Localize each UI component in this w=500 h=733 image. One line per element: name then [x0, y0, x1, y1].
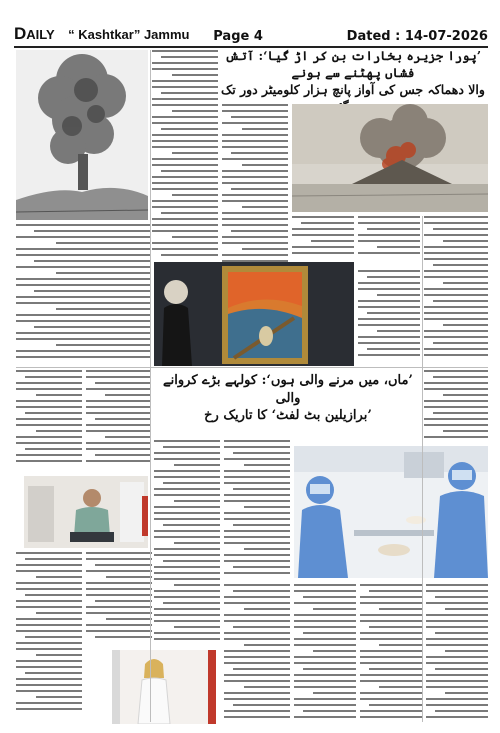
- text-col-right-edge: [424, 216, 488, 366]
- text-col-right-middle: [424, 370, 488, 450]
- lab-workers-photo: [294, 446, 488, 578]
- headline-brazilian-line2: ’برازیلین بٹ لفٹ‘ کا تاریک رخ: [204, 408, 372, 424]
- text-col-volcano-story: [222, 104, 288, 264]
- text-col-bottom-mid-b: [294, 584, 356, 724]
- woman-portrait-photo: [112, 650, 216, 724]
- section-divider: [16, 367, 488, 368]
- brand-initial: D: [14, 24, 27, 43]
- volcano-painting: [292, 104, 488, 212]
- text-col-brazilian-a: [154, 440, 220, 646]
- doctor-portrait-photo: [24, 476, 148, 548]
- text-col-upper-middle: [152, 50, 218, 262]
- paper-name: [14, 24, 189, 44]
- text-col-lower-left-a: [16, 370, 82, 470]
- column-divider: [422, 216, 423, 722]
- text-col-middle-left: [84, 224, 150, 364]
- headline-volcano-line2: والا دھماکہ جس کی آواز پانچ ہزار کلومیٹر دور تک: [221, 81, 485, 97]
- headline-volcano-line1: ’پورا جزیرہ بخارات بن کر اڑ گیا‘: آتش فشاں پھٹنے سے ہونے: [224, 48, 482, 80]
- text-col-brazilian-b: [224, 440, 290, 580]
- text-col-bottom-left-a: [16, 552, 82, 722]
- headline-brazilian: [154, 372, 422, 425]
- text-col-bottom-left-b: [86, 552, 152, 648]
- page-number: Page 4: [213, 29, 263, 44]
- text-col-bottom-right-a: [360, 584, 422, 724]
- issue-date: Dated : 14-07-2026: [346, 29, 488, 44]
- volcano-engraving: [16, 50, 148, 220]
- masthead: [14, 22, 488, 44]
- text-col-right-upper-a: [292, 216, 354, 264]
- scream-exhibit-photo: [154, 262, 354, 366]
- brand-rest: AILY: [26, 27, 55, 42]
- paper-title: “ Kashtkar” Jammu: [68, 27, 190, 42]
- text-col-bottom-mid-a: [224, 584, 290, 724]
- text-col-right-upper-b: [358, 216, 420, 264]
- headline-brazilian-line1: ’ماں، میں مرنے والی ہوں‘: کولہے بڑے کروانے والی: [163, 373, 413, 406]
- column-divider: [150, 50, 151, 722]
- text-col-lower-left-b: [86, 370, 150, 470]
- text-col-scream-story: [358, 270, 420, 366]
- text-col-bottom-right-b: [426, 584, 488, 724]
